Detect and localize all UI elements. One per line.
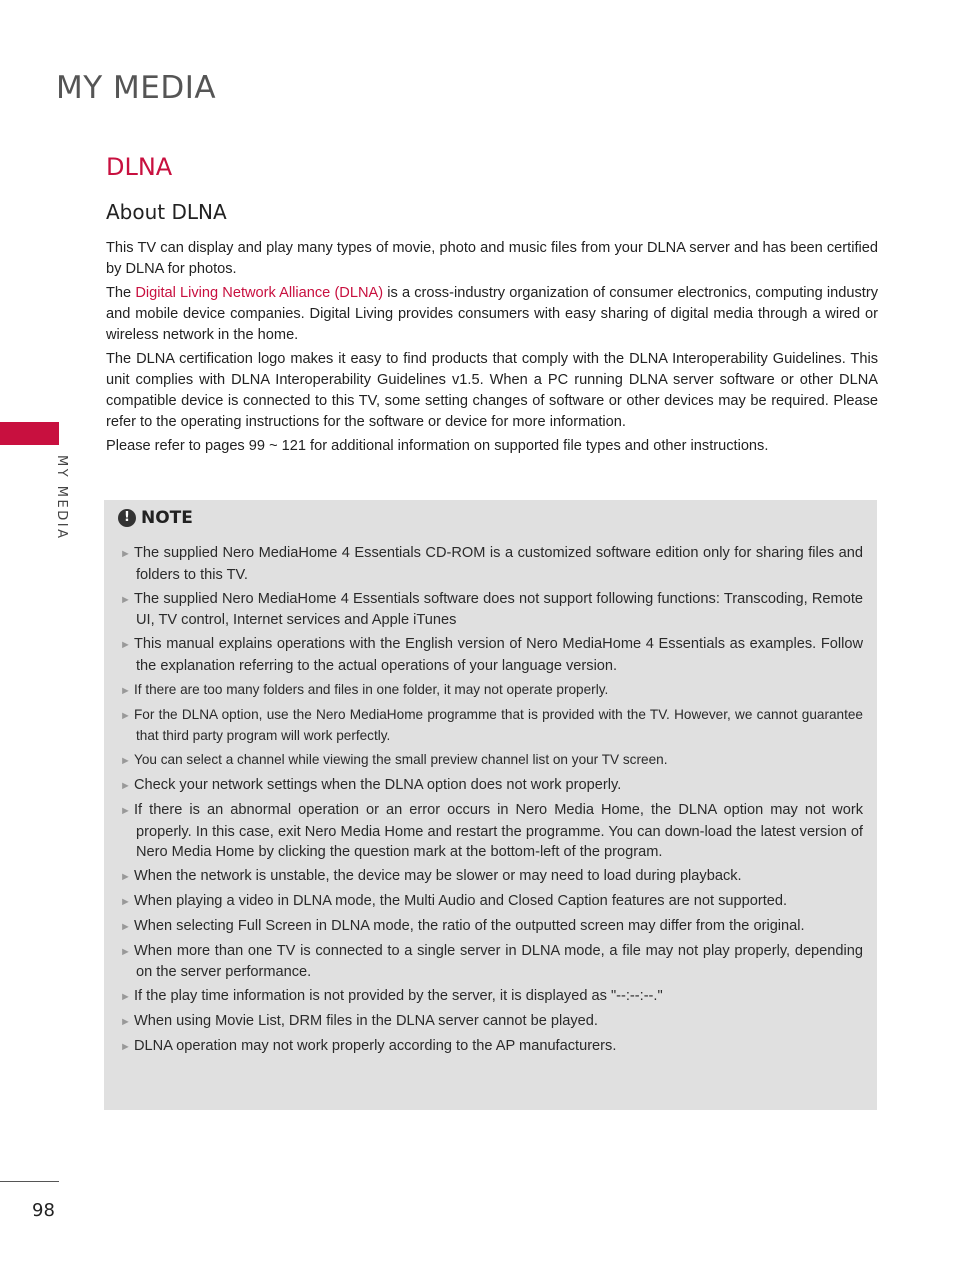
note-item: ► For the DLNA option, use the Nero MediaHome programme that is provided with the TV. However, we cannot guarantee that third party program will work perfectly.	[120, 706, 863, 744]
footer-divider	[0, 1181, 59, 1182]
arrow-icon: ►	[120, 804, 131, 817]
paragraph-suffix: is a cross-industry organization of consumer electronics, computing industry and mobile device companies. Digital Living provides consumers with easy sharing of digital media through a wired or wireless network in the home.	[106, 285, 879, 343]
arrow-icon: ►	[120, 991, 131, 1004]
note-list	[120, 543, 863, 1061]
note-item: ► The supplied Nero MediaHome 4 Essentials software does not support following functions: Transcoding, Remote UI, TV control, Internet services and Apple iTunes	[120, 590, 863, 629]
page-header-title: MY MEDIA	[56, 70, 217, 106]
body-text	[106, 238, 878, 460]
note-item: ► When selecting Full Screen in DLNA mode, the ratio of the outputted screen may differ from the original.	[120, 916, 863, 938]
arrow-icon: ►	[120, 871, 131, 884]
arrow-icon: ►	[120, 639, 131, 652]
note-item: ► When playing a video in DLNA mode, the Multi Audio and Closed Caption features are not supported.	[120, 891, 863, 913]
note-box	[104, 500, 877, 1110]
paragraph-certification: The DLNA certification logo makes it easy to find products that comply with the DLNA Interoperability Guidelines. This unit complies with DLNA Interoperability Guidelines v1.5. When a PC running DLNA server software or other DLNA compatible device is connected to this TV, some setting changes of software or other devices may be required. Please refer to the operating instructions for the software or device for more information.	[106, 351, 878, 430]
paragraph-prefix: The	[106, 285, 136, 301]
arrow-icon: ►	[120, 779, 131, 792]
arrow-icon: ►	[120, 895, 131, 908]
note-item: ► If there are too many folders and files in one folder, it may not operate properly.	[120, 680, 863, 702]
note-item: ► You can select a channel while viewing the small preview channel list on your TV screen.	[120, 750, 863, 772]
dlna-link[interactable]: Digital Living Network Alliance (DLNA)	[135, 285, 384, 301]
arrow-icon: ►	[120, 684, 131, 697]
paragraph-reference: Please refer to pages 99 ~ 121 for additional information on supported file types and other instructions.	[106, 438, 769, 454]
side-section-label: MY MEDIA	[54, 455, 69, 541]
note-item: ► DLNA operation may not work properly according to the AP manufacturers.	[120, 1036, 863, 1058]
arrow-icon: ►	[120, 1015, 131, 1028]
note-label: NOTE	[141, 508, 193, 528]
arrow-icon: ►	[120, 1040, 131, 1053]
note-item: ► This manual explains operations with the English version of Nero MediaHome 4 Essentials as examples. Follow the explanation referring to the actual operations of your language version.	[120, 636, 863, 674]
arrow-icon: ►	[120, 920, 131, 933]
paragraph-intro: This TV can display and play many types of movie, photo and music files from your DLNA server and has been certified by DLNA for photos.	[106, 240, 878, 277]
arrow-icon: ►	[120, 945, 131, 958]
side-tab-marker	[0, 422, 59, 445]
arrow-icon: ►	[120, 548, 131, 560]
exclamation-icon: !	[118, 509, 136, 527]
note-header	[118, 508, 193, 528]
note-item: ► If the play time information is not provided by the server, it is displayed as "--:--:--."	[120, 986, 863, 1008]
note-item: ► When more than one TV is connected to a single server in DLNA mode, a file may not play properly, depending on the server performance.	[120, 942, 863, 981]
note-item: ► If there is an abnormal operation or an error occurs in Nero Media Home, the DLNA option may not work properly. In this case, exit Nero Media Home and restart the programme. You can down-load the latest version of Nero Media Home by clicking the question mark at the bottom-left of the program.	[120, 801, 863, 861]
arrow-icon: ►	[120, 709, 131, 722]
paragraph-dlna-definition	[106, 283, 878, 346]
arrow-icon: ►	[120, 593, 131, 606]
note-item: ► When the network is unstable, the device may be slower or may need to load during playback.	[120, 866, 863, 888]
section-title: DLNA	[106, 153, 173, 181]
page-number: 98	[32, 1200, 55, 1221]
note-item: ► Check your network settings when the DLNA option does not work properly.	[120, 775, 863, 797]
subsection-title: About DLNA	[106, 200, 227, 224]
note-item: ► The supplied Nero MediaHome 4 Essentials CD-ROM is a customized software edition only for sharing files and folders to this TV.	[120, 545, 863, 583]
arrow-icon: ►	[120, 755, 131, 768]
note-item: ► When using Movie List, DRM files in the DLNA server cannot be played.	[120, 1011, 863, 1033]
